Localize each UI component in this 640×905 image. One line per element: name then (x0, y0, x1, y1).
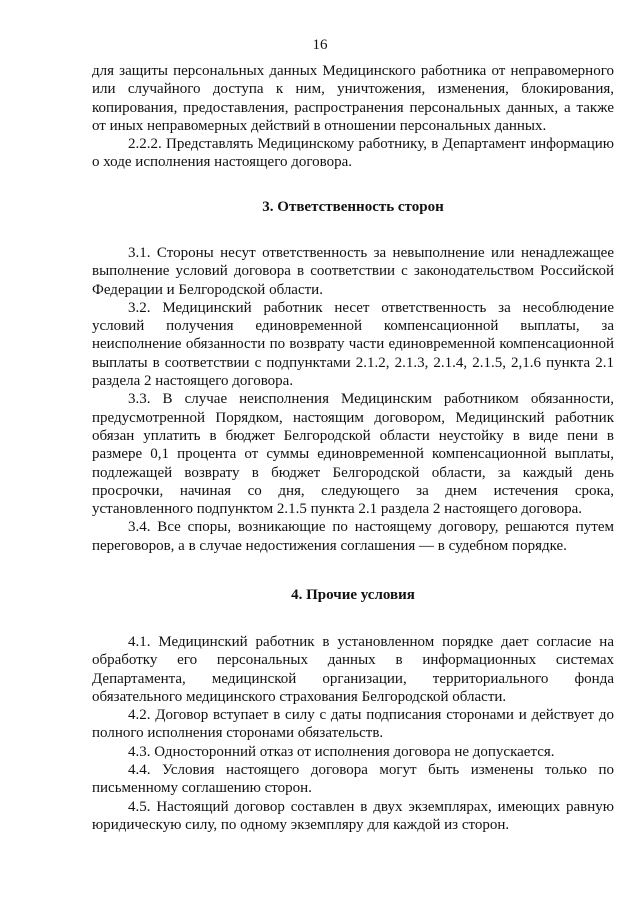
paragraph-intro-continuation: для защиты персональных данных Медицинского работника от неправомерного или случайного доступа к ним, уничтожения, изменения, блокирования, копирования, предоставления, распространения персональных данных, а также от иных неправомерных действий в отношении персональных данных. (92, 63, 614, 134)
section-3-heading: 3. Ответственность сторон (262, 199, 444, 215)
paragraph-3-2: 3.2. Медицинский работник несет ответственность за несоблюдение условий получения единовременной компенсационной выплаты, за неисполнение обязанности по возврату части единовременной компенсационной выплаты в соответствии с подпунктами 2.1.2, 2.1.3, 2.1.4, 2.1.5, 2,1.6 пункта 2.1 раздела 2 настоящего договора. (92, 299, 614, 390)
paragraph-4-5: 4.5. Настоящий договор составлен в двух экземплярах, имеющих равную юридическую силу, по одному экземпляру для каждой из сторон. (92, 798, 614, 833)
section-4-heading: 4. Прочие условия (291, 587, 415, 603)
paragraph-3-1: 3.1. Стороны несут ответственность за невыполнение или ненадлежащее выполнение условий договора в соответствии с законодательством Российской Федерации и Белгородской области. (92, 245, 614, 298)
section-3-body (92, 244, 614, 555)
paragraph-4-3: 4.3. Односторонний отказ от исполнения договора не допускается. (128, 743, 555, 760)
paragraph-4-2: 4.2. Договор вступает в силу с даты подписания сторонами и действует до полного исполнения сторонами обязательств. (92, 707, 614, 742)
paragraph-3-3: 3.3. В случае неисполнения Медицинским работником обязанности, предусмотренной Порядком, настоящим договором, Медицинский работник обязан уплатить в бюджет Белгородской области неустойку в виде пени в размере 0,1 процента от суммы единовременной компенсационной выплаты, подлежащей возврату в бюджет Белгородской области, за каждый день просрочки, начиная со дня, следующего за днем истечения срока, установленного подпунктом 2.1.5 пункта 2.1 раздела 2 настоящего договора. (92, 391, 614, 518)
paragraph-2-2-2: 2.2.2. Представлять Медицинскому работнику, в Департамент информацию о ходе исполнения настоящего договора. (92, 136, 614, 171)
intro-text (92, 62, 614, 172)
section-4-body (92, 633, 614, 834)
paragraph-3-4: 3.4. Все споры, возникающие по настоящему договору, решаются путем переговоров, а в случае недостижения соглашения — в судебном порядке. (92, 519, 614, 554)
paragraph-4-1: 4.1. Медицинский работник в установленном порядке дает согласие на обработку его персональных данных в информационных системах Департамента, медицинской организации, территориального фонда обязательного медицинского страхования Белгородской области. (92, 634, 614, 705)
paragraph-4-4: 4.4. Условия настоящего договора могут быть изменены только по письменному соглашению сторон. (92, 762, 614, 797)
page-number: 16 (312, 37, 328, 53)
